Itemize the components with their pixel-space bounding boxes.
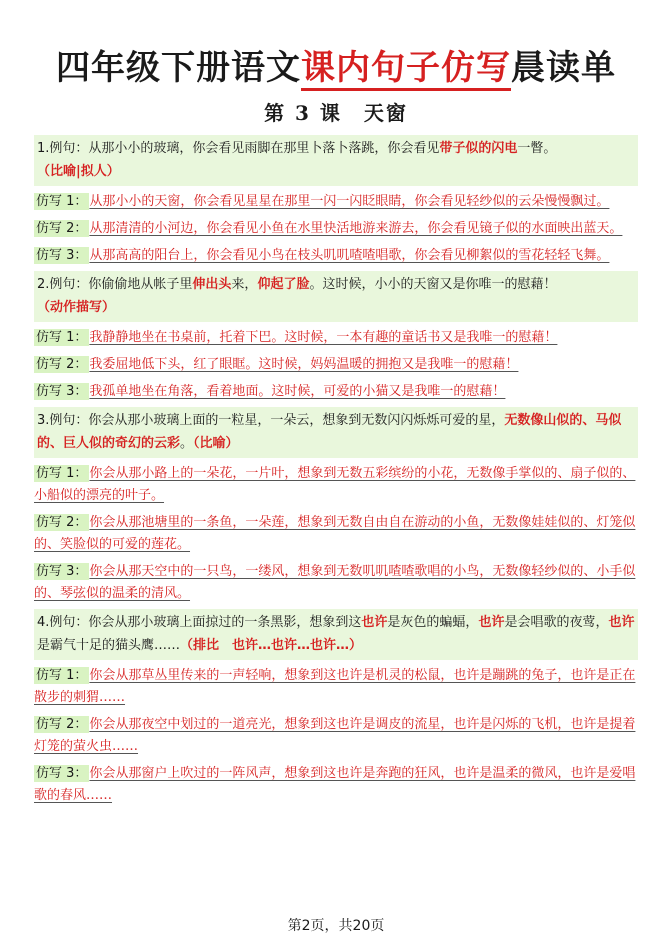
- imitation-4-1: [34, 665, 638, 709]
- technique-tag: （排比 也许…也许…也许…）: [180, 638, 363, 653]
- imitation-label: 仿写 1：: [36, 668, 88, 683]
- imitation-3-3: [34, 561, 638, 605]
- imitation-label: 仿写 1：: [36, 330, 88, 345]
- title-highlight: 课内句子仿写: [301, 48, 511, 91]
- imitation-1-2: [34, 218, 638, 240]
- technique-tag: （比喻|拟人）: [37, 164, 120, 179]
- imitation-3-1: [34, 463, 638, 507]
- imitation-label: 仿写 1：: [36, 466, 88, 481]
- imitation-answer: 你会从那天空中的一只鸟，一缕风，想象到无数叽叽喳喳歌唱的小鸟，无数像轻纱似的、小手似的、琴弦似的温柔的清风。: [34, 564, 636, 601]
- example-sentence-2: 2.例句：你偷偷地从帐子里伸出头来，仰起了脸。这时候，小小的天窗又是你唯一的慰藉！ （动作描写）: [34, 271, 638, 322]
- imitation-1-3: [34, 245, 638, 267]
- imitation-answer: 我孤单地坐在角落，看着地面。这时候，可爱的小猫又是我唯一的慰藉！: [89, 384, 506, 399]
- lesson-title: 第 3 课 天窗: [264, 101, 408, 125]
- imitation-4-3: [34, 763, 638, 807]
- imitation-answer: 你会从那窗户上吹过的一阵风声，想象到这也许是奔跑的狂风，也许是温柔的微风，也许是爱唱歌的春风……: [34, 766, 636, 803]
- imitation-label: 仿写 2：: [36, 357, 88, 372]
- imitation-label: 仿写 3：: [36, 766, 88, 781]
- imitation-label: 仿写 2：: [36, 515, 88, 530]
- imitation-label: 仿写 2：: [36, 221, 88, 236]
- imitation-label: 仿写 3：: [36, 384, 88, 399]
- imitation-answer: 你会从那夜空中划过的一道亮光，想象到这也许是调皮的流星，也许是闪烁的飞机，也许是提着灯笼的萤火虫……: [34, 717, 636, 754]
- imitation-answer: 从那小小的天窗，你会看见星星在那里一闪一闪眨眼睛，你会看见轻纱似的云朵慢慢飘过。: [89, 194, 610, 209]
- imitation-label: 仿写 2：: [36, 717, 88, 732]
- imitation-answer: 从那清清的小河边，你会看见小鱼在水里快活地游来游去，你会看见镜子似的水面映出蓝天。: [89, 221, 623, 236]
- imitation-answer: 从那高高的阳台上，你会看见小鸟在枝头叽叽喳喳唱歌，你会看见柳絮似的雪花轻轻飞舞。: [89, 248, 610, 263]
- imitation-answer: 你会从那小路上的一朵花，一片叶，想象到无数五彩缤纷的小花，无数像手掌似的、扇子似的、小船似的漂亮的叶子。: [34, 466, 636, 503]
- imitation-2-1: [34, 327, 638, 349]
- page-number: 第2页，共20页: [287, 918, 385, 934]
- imitation-4-2: [34, 714, 638, 758]
- example-sentence-4: 4.例句：你会从那小玻璃上面掠过的一条黑影，想象到这也许是灰色的蝙蝠，也许是会唱歌的夜莺，也许是霸气十足的猫头鹰……（排比 也许…也许…也许…）: [34, 609, 638, 660]
- imitation-2-2: [34, 354, 638, 376]
- worksheet-body: [34, 131, 638, 807]
- imitation-answer: 你会从那草丛里传来的一声轻响，想象到这也许是机灵的松鼠，也许是蹦跳的兔子，也许是正在散步的刺猬……: [34, 668, 636, 705]
- technique-tag: （动作描写）: [37, 300, 116, 315]
- imitation-answer: 你会从那池塘里的一条鱼，一朵莲，想象到无数自由自在游动的小鱼，无数像娃娃似的、灯笼似的、笑脸似的可爱的莲花。: [34, 515, 636, 552]
- imitation-answer: 我委屈地低下头，红了眼眶。这时候，妈妈温暖的拥抱又是我唯一的慰藉！: [89, 357, 519, 372]
- imitation-1-1: [34, 191, 638, 213]
- imitation-label: 仿写 3：: [36, 564, 88, 579]
- example-sentence-3: 3.例句：你会从那小玻璃上面的一粒星，一朵云，想象到无数闪闪烁烁可爱的星，无数像山似的、马似的、巨人似的奇幻的云彩。（比喻）: [34, 407, 638, 458]
- imitation-3-2: [34, 512, 638, 556]
- imitation-label: 仿写 3：: [36, 248, 88, 263]
- imitation-2-3: [34, 381, 638, 403]
- page-title: 四年级下册语文课内句子仿写晨读单: [0, 40, 672, 89]
- example-sentence-1: 1.例句：从那小小的玻璃，你会看见雨脚在那里卜落卜落跳，你会看见带子似的闪电一瞥。 （比喻|拟人）: [34, 135, 638, 186]
- technique-tag: （比喻）: [193, 436, 239, 451]
- imitation-label: 仿写 1：: [36, 194, 88, 209]
- imitation-answer: 我静静地坐在书桌前，托着下巴。这时候，一本有趣的童话书又是我唯一的慰藉！: [89, 330, 558, 345]
